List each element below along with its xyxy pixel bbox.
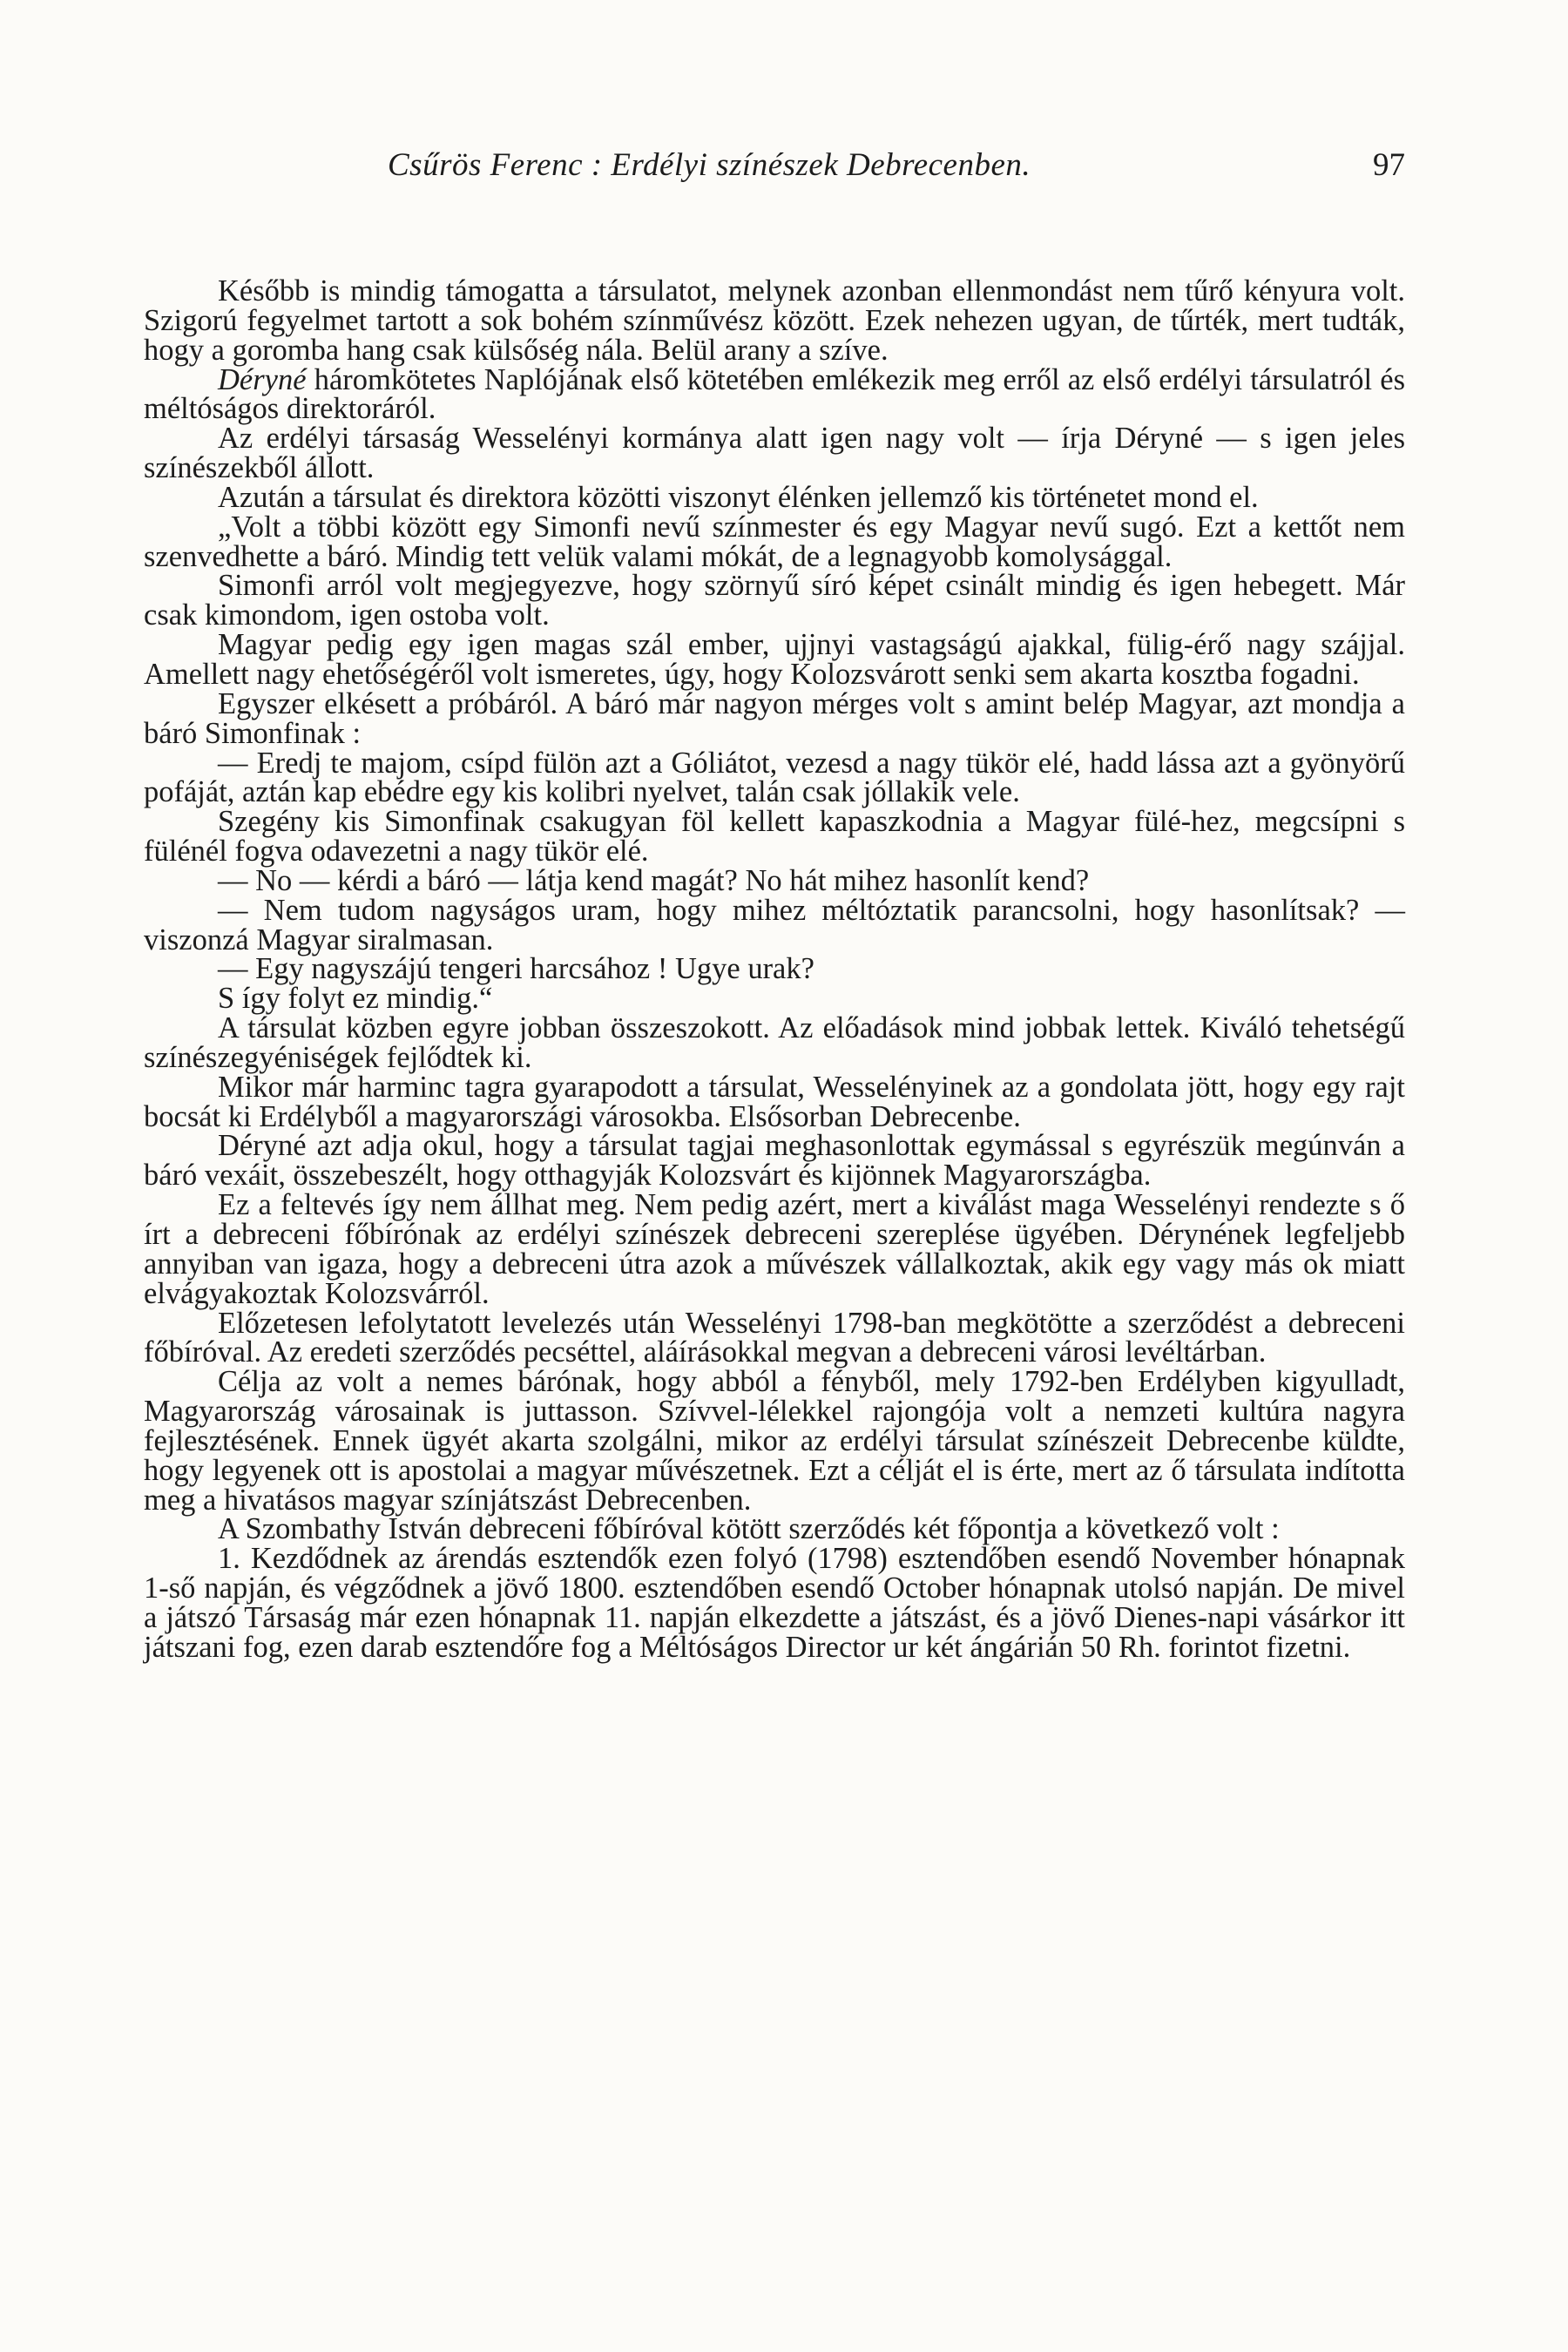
contract-clause: 1. Kezdődnek az árendás esztendők ezen folyó (1798) esztendőben esendő November hónapnak 1-ső napján, és végződnek a jövő 1800. esztendőben esendő October hónapnak utolsó napján. De mivel a játszó Társaság már ezen hónapnak 11. napján elkezdette a játszást, és a jövő Dienes-napi vásárkor itt játszani fog, ezen darab esztendőre fog a Méltóságos Director ur két ángárián 50 Rh. forintot fizetni.	[144, 1542, 1405, 1664]
paragraph: Előzetesen lefolytatott levelezés után Wesselényi 1798-ban megkötötte a szerződést a debreceni főbíróval. Az eredeti szerződés pecséttel, aláírásokkal megvan a debreceni városi levéltárban.	[144, 1306, 1405, 1369]
paragraph: Célja az volt a nemes bárónak, hogy abból a fényből, mely 1792-ben Erdélyben kigyulladt, Magyarország városainak is juttasson. Szívvel-lélekkel rajongója volt a nemzeti kultúra nagyra fejlesztésének. Ennek ügyét akarta szolgálni, mikor az erdélyi társulat színészeit Debrecenbe küldte, hogy legyenek ott is apostolai a magyar művészetnek. Ezt a célját el is érte, mert az ő társulata indította meg a hivatásos magyar színjátszást Debrecenben.	[144, 1365, 1405, 1517]
paragraph: Déryné azt adja okul, hogy a társulat tagjai meghasonlottak egymással s egyrészük megúnván a báró vexáit, összebeszélt, hogy otthagyják Kolozsvárt és kijönnek Magyarországba.	[144, 1129, 1405, 1193]
paragraph: A Szombathy István debreceni főbíróval kötött szerződés két főpontja a következő volt :	[218, 1512, 1280, 1546]
paragraph: — No — kérdi a báró — látja kend magát? No hát mihez hasonlít kend?	[218, 863, 1090, 897]
paragraph: Déryné háromkötetes Naplójának első kötetében emlékezik meg erről az első erdélyi társulatról és méltóságos direktoráról.	[144, 362, 1405, 426]
body-text	[144, 274, 1405, 1664]
paragraph: „Volt a többi között egy Simonfi nevű színmester és egy Magyar nevű sugó. Ezt a kettőt nem szenvedhette a báró. Mindig tett velük valami mókát, de a legnagyobb komolysággal.	[144, 510, 1405, 573]
paragraph: Simonfi arról volt megjegyezve, hogy szörnyű síró képet csinált mindig és igen hebegett. Már csak kimondom, igen ostoba volt.	[144, 569, 1405, 632]
paragraph: Azután a társulat és direktora közötti viszonyt élénken jellemző kis történetet mond el.	[218, 480, 1259, 514]
paragraph: Mikor már harminc tagra gyarapodott a társulat, Wesselényinek az a gondolata jött, hogy egy rajt bocsát ki Erdélyből a magyarországi városokba. Elsősorban Debrecenbe.	[144, 1070, 1405, 1133]
page-header	[144, 146, 1405, 199]
paragraph: Az erdélyi társaság Wesselényi kormánya alatt igen nagy volt — írja Déryné — s igen jeles színészekből állott.	[144, 422, 1405, 485]
paragraph: Magyar pedig egy igen magas szál ember, ujjnyi vastagságú ajakkal, fülig-érő nagy szájjal. Amellett nagy ehetőségéről volt ismeretes, úgy, hogy Kolozsvárott senki sem akarta kosztba fogadni.	[144, 628, 1405, 691]
paragraph: Ez a feltevés így nem állhat meg. Nem pedig azért, mert a kiválást maga Wesselényi rendezte s ő írt a debreceni főbírónak az erdélyi színészek debreceni szereplése ügyében. Dérynének legfeljebb annyiban van igaza, hogy a debreceni útra azok a művészek vállalkoztak, akik egy vagy más ok miatt elvágyakoztak Kolozsvárról.	[144, 1188, 1405, 1310]
paragraph: Később is mindig támogatta a társulatot, melynek azonban ellenmondást nem tűrő kényura volt. Szigorú fegyelmet tartott a sok bohém színművész között. Ezek nehezen ugyan, de tűrték, mert tudták, hogy a goromba hang csak külsőség nála. Belül arany a szíve.	[144, 274, 1405, 367]
paragraph: — Eredj te majom, csípd fülön azt a Góliátot, vezesd a nagy tükör elé, hadd lássa azt a gyönyörű pofáját, aztán kap ebédre egy kis kolibri nyelvet, talán csak jóllakik vele.	[144, 746, 1405, 809]
paragraph: A társulat közben egyre jobban összeszokott. Az előadások mind jobbak lettek. Kiváló tehetségű színészegyéniségek fejlődtek ki.	[144, 1011, 1405, 1074]
running-title: Csűrös Ferenc : Erdélyi színészek Debrecenben.	[388, 147, 1031, 183]
paragraph: — Nem tudom nagyságos uram, hogy mihez méltóztatik parancsolni, hogy hasonlítsak? — viszonzá Magyar siralmasan.	[144, 893, 1405, 956]
page-number: 97	[1373, 147, 1405, 183]
paragraph: — Egy nagyszájú tengeri harcsához ! Ugye urak?	[218, 952, 814, 986]
paragraph: Szegény kis Simonfinak csakugyan föl kellett kapaszkodnia a Magyar fülé-hez, megcsípni s fülénél fogva odavezetni a nagy tükör elé.	[144, 805, 1405, 868]
paragraph: S így folyt ez mindig.“	[218, 982, 493, 1016]
paragraph: Egyszer elkésett a próbáról. A báró már nagyon mérges volt s amint belép Magyar, azt mondja a báró Simonfinak :	[144, 686, 1405, 750]
emphasis-name: Déryné	[218, 362, 307, 396]
